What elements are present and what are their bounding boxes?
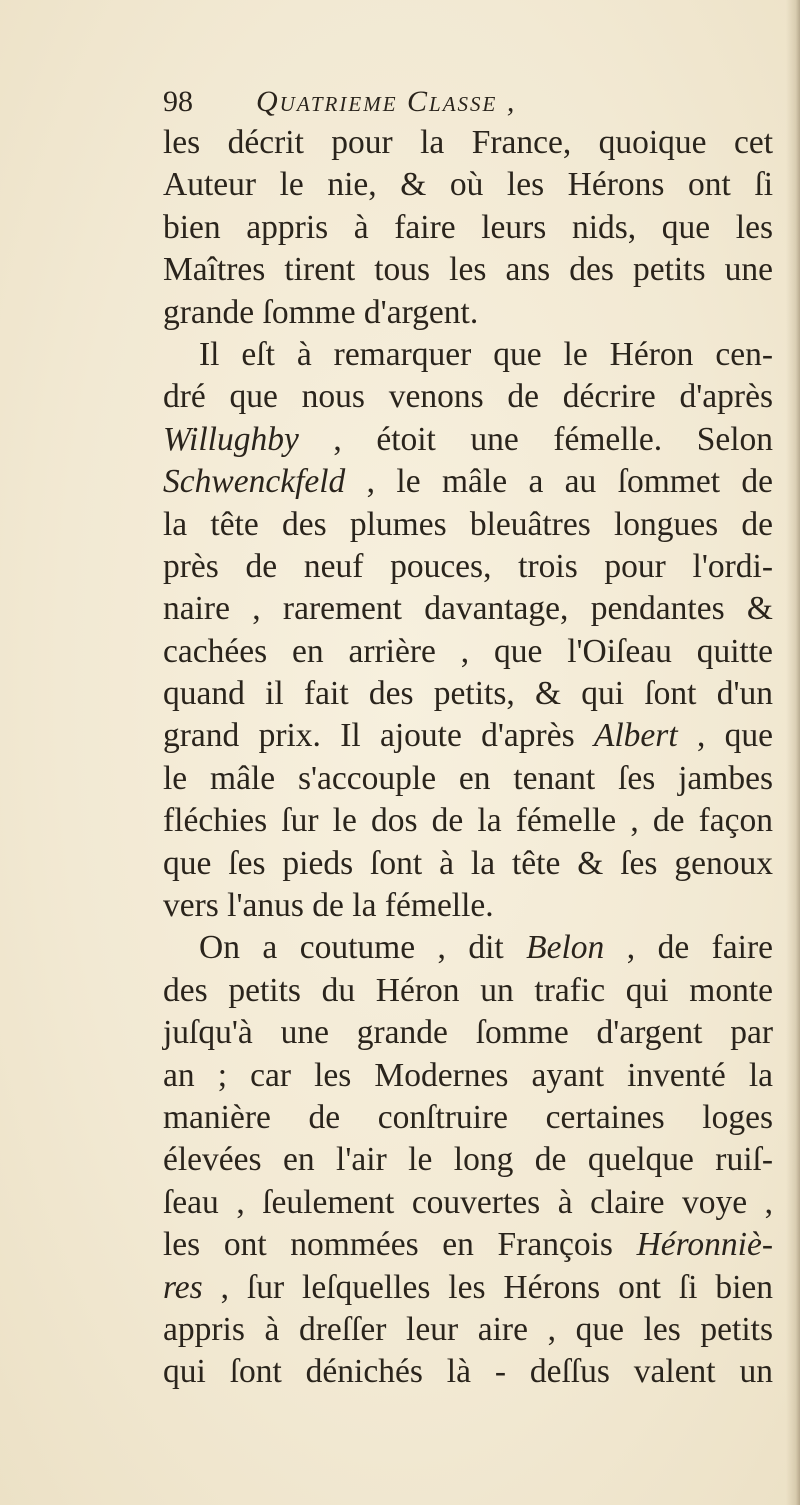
text-line: quand il fait des petits, & qui ſont d'un xyxy=(163,675,773,713)
author-name-albert: Albert xyxy=(593,717,678,755)
text-line: les décrit pour la France, quoique cet xyxy=(163,124,773,161)
text-line: Auteur le nie, & où les Hérons ont ſi xyxy=(163,166,773,204)
text-line: grand prix. Il ajoute d'après Albert , que xyxy=(163,717,773,755)
text-line: res , ſur leſquelles les Hérons ont ſi bien xyxy=(163,1268,773,1306)
text-line: fléchies ſur le dos de la fémelle , de façon xyxy=(163,802,773,840)
page-header xyxy=(163,82,683,122)
paragraph-end-line: vers l'anus de la fémelle. xyxy=(163,887,494,925)
author-name-willughby: Willughby xyxy=(163,420,299,458)
text-line: la tête des plumes bleuâtres longues de xyxy=(163,505,773,543)
running-head: Quatrieme Classe , xyxy=(256,85,517,118)
text-line: bien appris à faire leurs nids, que les xyxy=(163,208,773,246)
text-line: près de neuf pouces, trois pour l'ordi- xyxy=(163,547,773,585)
text-line: Willughby , étoit une fémelle. Selon xyxy=(163,420,773,458)
page-number: 98 xyxy=(163,85,193,118)
text-line: élevées en l'air le long de quelque ruiſ- xyxy=(163,1141,773,1179)
text-line: Schwenckfeld , le mâle a au ſommet de xyxy=(163,463,773,501)
term-heronnieres: Héronniè- xyxy=(636,1226,773,1264)
author-name-schwenckfeld: Schwenckfeld xyxy=(163,463,346,501)
text-line: an ; car les Modernes ayant inventé la xyxy=(163,1056,773,1094)
text-line: les ont nommées en François Héronniè- xyxy=(163,1226,773,1264)
text-line: qui ſont dénichés là - deſſus valent un xyxy=(163,1353,773,1391)
paragraph-end-line: grande ſomme d'argent. xyxy=(163,293,479,331)
text-line: appris à dreſſer leur aire , que les petits xyxy=(163,1310,773,1348)
paragraph-start-line: Il eſt à remarquer que le Héron cen- xyxy=(199,335,773,373)
text-line: Maîtres tirent tous les ans des petits une xyxy=(163,251,773,289)
text-line: ſeau , ſeulement couvertes à claire voye , xyxy=(163,1183,773,1221)
text-line: des petits du Héron un trafic qui monte xyxy=(163,971,773,1009)
text-line: naire , rarement davantage, pendantes & xyxy=(163,590,773,628)
text-line: dré que nous venons de décrire d'après xyxy=(163,378,773,416)
text-line: le mâle s'accouple en tenant ſes jambes xyxy=(163,759,773,797)
text-line: manière de conſtruire certaines loges xyxy=(163,1098,773,1136)
page-edge-shadow xyxy=(786,0,800,1505)
text-line: juſqu'à une grande ſomme d'argent par xyxy=(163,1014,773,1052)
body-text xyxy=(163,122,773,1394)
paragraph-start-line: On a coutume , dit Belon , de faire xyxy=(199,929,773,967)
text-line: que ſes pieds ſont à la tête & ſes genoux xyxy=(163,844,773,882)
text-line: cachées en arrière , que l'Oiſeau quitte xyxy=(163,632,773,670)
author-name-belon: Belon xyxy=(526,929,605,967)
term-heronnieres-continued: res xyxy=(163,1268,203,1306)
